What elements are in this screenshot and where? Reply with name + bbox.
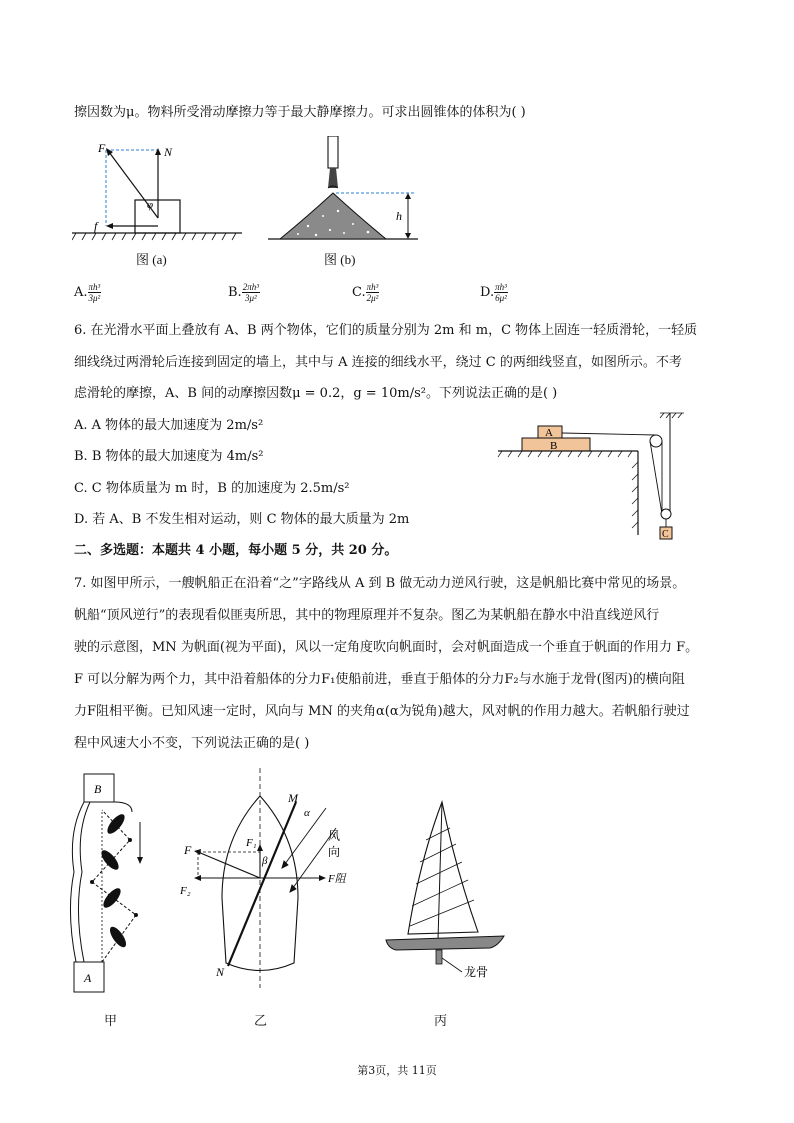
q5-text: 擦因数为μ。物料所受滑动摩擦力等于最大静摩擦力。可求出圆锥体的体积为( ) [74,105,526,120]
q6-option-d[interactable]: D. 若 A、B 不发生相对运动，则 C 物体的最大质量为 2m [74,512,410,527]
angle-alpha-label: α [304,807,310,819]
wind-label-1: 风 [328,829,341,843]
point-M-label: M [288,791,298,805]
figure-bing-caption: 丙 [434,1013,448,1028]
q6-line-1: 6. 在光滑水平面上叠放有 A、B 两个物体，它们的质量分别为 2m 和 m，C 物体上固连一轻质滑轮，一轻质 [74,323,698,338]
q7-line-6: 程中风速大小不变，下列说法正确的是( ) [74,736,310,751]
q6-option-a[interactable]: A. A 物体的最大加速度为 2m/s² [74,418,264,433]
q7-line-1: 7. 如图甲所示，一艘帆船正在沿着“之”字路线从 A 到 B 做无动力逆风行驶，这是帆船比赛中常见的场景。 [74,576,686,591]
q6-option-b[interactable]: B. B 物体的最大加速度为 4m/s² [74,449,264,464]
q7-line-3: 驶的示意图，MN 为帆面(视为平面)，风以一定角度吹向帆面时，会对帆面造成一个垂直于帆面的作用力 F。 [74,640,699,655]
q6-line-3: 虑滑轮的摩擦，A、B 间的动摩擦因数μ = 0.2，g = 10m/s²。下列说法正确的是( ) [74,386,558,401]
force-f-label: f [94,219,98,233]
figure-yi-caption: 乙 [254,1013,268,1028]
force-N-label: N [164,145,173,159]
q5-option-d[interactable]: D. $\frac{\text{πh³}}{\text{6μ²}}$ [480,282,507,303]
figure-b [268,136,428,246]
q7-line-4: F 可以分解为两个力，其中沿着船体的分力F₁使船前进，垂直于船体的分力F₂与水施于龙骨(图丙)的横向阻 [74,672,685,687]
wind-label-2: 向 [328,845,341,859]
force-F2-label: F₂ [180,885,191,897]
q6-line-2: 细线绕过两滑轮后连接到固定的墙上，其中与 A 连接的细线水平，绕过 C 的两细线竖直，如图所示。不考 [74,355,682,370]
figure-a-caption: 图 (a) [136,252,167,267]
angle-phi-label: φ [147,199,154,211]
point-B-label: B [94,782,102,796]
force-Fzu-label: F阻 [328,873,346,885]
figure-jia [62,772,172,1002]
force-F1-label: F₁ [246,837,257,849]
point-A-label: A [84,971,92,985]
force-F-label: F [98,141,106,155]
section-2-heading: 二、多选题：本题共 4 小题，每小题 5 分，共 20 分。 [74,543,398,558]
figure-bing [380,800,520,980]
height-h-label: h [396,209,402,223]
q5-option-b[interactable]: B. $\frac{\text{2πh³}}{\text{3μ²}}$ [228,282,259,303]
figure-a [72,138,252,248]
q7-line-2: 帆船“顶风逆行”的表现看似匪夷所思，其中的物理原理并不复杂。图乙为某帆船在静水中沿直线逆风行 [74,608,660,623]
figure-b-caption: 图 (b) [324,252,356,267]
page-footer: 第3页，共 11页 [357,1064,437,1077]
point-N-label: N [216,965,225,979]
block-A-label: A [545,427,553,439]
figure-jia-caption: 甲 [104,1013,118,1028]
q6-option-c[interactable]: C. C 物体质量为 m 时，B 的加速度为 2.5m/s² [74,481,350,496]
q5-option-a[interactable]: A. $\frac{\text{πh³}}{\text{3μ²}}$ [74,282,101,303]
figure-yi [176,768,366,988]
q6-figure [492,410,692,545]
angle-beta-label: β [262,855,268,867]
block-C-label: C [662,529,669,540]
keel-label: 龙骨 [464,965,489,979]
block-B-label: B [550,440,558,452]
q7-line-5: 力F阻相平衡。已知风速一定时，风向与 MN 的夹角α(α为锐角)越大，风对帆的作用力越大。若帆船行驶过 [74,704,690,719]
q5-option-c[interactable]: C. $\frac{\text{πh³}}{\text{2μ²}}$ [352,282,379,303]
force-F-label: F [184,843,192,857]
